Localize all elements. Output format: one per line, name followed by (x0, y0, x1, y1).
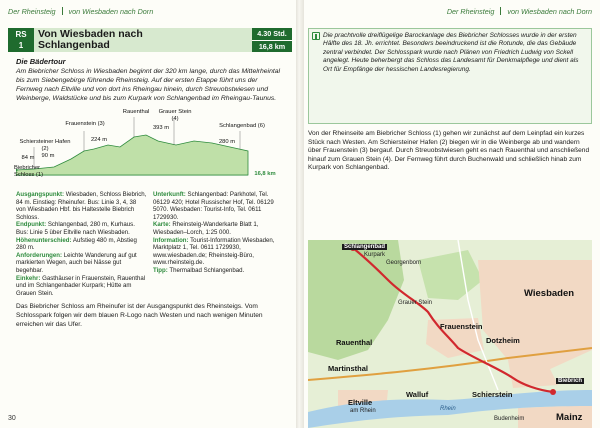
info-key: Ausgangspunkt: (16, 191, 65, 198)
route-title-line2: Schlangenbad (38, 39, 110, 51)
info-key: Unterkunft: (153, 191, 186, 198)
route-title-bar (8, 28, 292, 52)
running-head-rest: von Wiesbaden nach Dorn (68, 6, 154, 16)
route-description: Von der Rheinseite am Biebricher Schloss (1) gehen wir zunächst auf dem Leinpfad ein kurzes Stück nach Westen. Am Schiersteiner Hafen (2) biegen wir in die Weinberge ab und wandern über Frauenstein (3) bergauf. Durch Streuobstwiesen geht es nach Rauenthal und anschließend hinauf zum Grauen Stein (4). Der Fernweg führt durch Buchenwald und schließlich hinab zum Kurpark von Schlangenbad. (308, 130, 590, 172)
running-head-separator (500, 7, 501, 15)
profile-label-end: Schlangenbad (6) (219, 123, 265, 129)
route-tag-code: RS (15, 30, 27, 39)
map-label-rauenthal: Rauenthal (336, 338, 373, 347)
info-key: Karte: (153, 221, 171, 229)
info-item-lodging (153, 191, 284, 221)
route-lede: Am Biebricher Schloss in Wiesbaden beginnt der 320 km lange, durch das Mittelrheintal bis zum Siebengebirge führende Rheinsteig. Auf der ersten Etappe führt uns der Fernweg nach Eltville und von dort ins Rheingau hinein, durch Streuobstwiesen und Weinberge, Waldstücke und bis zum Kurpark von Schlangenbad im Rheingau-Taunus. (16, 68, 281, 102)
map-label-biebrich: Biebrich (558, 378, 583, 384)
map-label-eltville-sub: am Rhein (350, 408, 376, 414)
tip-value: Thermalbad Schlangenbad. (169, 266, 245, 274)
right-page (304, 0, 600, 428)
profile-label-rauenthal: Rauenthal (122, 109, 150, 115)
map-label-mainz: Mainz (556, 412, 583, 423)
profile-elev-grauer: 393 m (152, 125, 170, 131)
info-column-right (153, 191, 284, 297)
info-item-map (153, 221, 284, 236)
info-item-tip (153, 267, 284, 275)
info-value: Gasthäuser in Frauenstein, Rauenthal und im Schlangenbader Kurpark; Hütte am Grauen Stein. (16, 274, 146, 297)
info-value: Wiesbaden, Schloss Biebrich, 84 m. Einstieg: Rheinufer. Bus: Linie 3, 4, 38 von Wiesbaden Hbf. bis Haltestelle Biebrich Schloss. (16, 191, 147, 221)
info-item-elevation (16, 237, 147, 252)
info-value: Schlangenbad: Parkhotel, Tel. 06129 420; Hotel Russischer Hof, Tel. 06129 5070. Wiesbaden: Tourist-Info, Tel. 0611 1729930. (153, 191, 274, 221)
left-page (0, 0, 296, 428)
route-tag (8, 28, 34, 52)
profile-label-grauer-stein: Grauer Stein (4) (158, 109, 192, 122)
map-label-dotzheim: Dotzheim (486, 336, 520, 345)
map-label-grauer-stein: Grauer Stein (398, 300, 433, 306)
route-title (34, 28, 252, 52)
info-item-requirements (16, 252, 147, 275)
route-tag-number: 1 (18, 41, 24, 50)
info-value: Tourist-Information Wiesbaden, Marktplatz 1, Tel. 0611 1729930, www.wiesbaden.de; Rheinsteig-Büro, www.rheinsteig.de. (153, 236, 275, 267)
map-label-kurpark: Kurpark (364, 252, 386, 258)
profile-elev-frauenstein: 224 m (90, 137, 108, 143)
duration-chip: 4.30 Std. (252, 28, 292, 40)
info-key: Einkehr: (16, 274, 41, 282)
map-label-walluf: Walluf (406, 390, 429, 399)
profile-label-start: Biebricher Schloss (1) (14, 165, 43, 178)
running-head-prefix: Der Rheinsteig (446, 6, 495, 16)
info-item-food (16, 275, 147, 298)
map-label-rhein: Rhein (440, 406, 456, 412)
info-key: Endpunkt: (16, 221, 47, 229)
map-label-budenheim: Budenheim (494, 416, 525, 422)
profile-label-frauenstein: Frauenstein (3) (65, 121, 105, 127)
running-head-prefix: Der Rheinsteig (8, 6, 56, 16)
info-item-start (16, 191, 147, 221)
map-label-georgenborn: Georgenborn (386, 260, 422, 266)
book-gutter (296, 0, 304, 428)
elevation-profile (16, 107, 284, 187)
info-pin-icon (312, 32, 320, 40)
map-label-frauenstein: Frauenstein (440, 322, 483, 331)
info-box-text: Die prachtvolle dreiflügelige Barockanlage des Biebricher Schlosses wurde in der ersten Hälfte des 18. Jh. errichtet. Besonders beeindruckend ist die Rotunde, die das Gebäude zentral verbindet. Der Schlosspark wurde nach Plänen von Friedrich Ludwig von Sckell angelegt. Heute beherbergt das Schloss das Landesamt für Denkmalpflege und dient als Ort für Empfänge der hessischen Landesregierung. (323, 32, 579, 73)
distance-chip: 16,8 km (252, 41, 292, 53)
running-head-separator (62, 7, 63, 15)
info-item-end (16, 221, 147, 236)
info-value: Aufstieg 480 m, Abstieg 280 m. (16, 236, 137, 252)
profile-elev-end: 280 m (218, 139, 236, 145)
route-map (308, 240, 592, 428)
info-box (308, 28, 592, 124)
profile-elev-start: 84 m (21, 155, 35, 161)
running-head-left (8, 0, 292, 22)
info-key: Information: (153, 236, 189, 244)
route-subtitle: Die Bädertour (16, 57, 66, 66)
running-head-rest: von Wiesbaden nach Dorn (507, 6, 592, 16)
route-start-marker (550, 389, 556, 395)
info-key: Anforderungen: (16, 251, 63, 259)
tip-label: Tipp: (153, 266, 168, 274)
info-value: Rheinsteig-Wanderkarte Blatt 1, Wiesbaden–Lorch, 1:25 000. (153, 221, 259, 236)
map-label-schierstein: Schierstein (472, 390, 513, 399)
map-label-martinsthal: Martinsthal (328, 364, 369, 373)
map-label-schlangenbad: Schlangenbad (344, 244, 386, 250)
profile-label-km-end: 16,8 km (254, 171, 276, 177)
info-item-information (153, 237, 284, 267)
route-description-start: Das Biebricher Schloss am Rheinufer ist der Ausgangspunkt des Rheinsteigs. Vom Schlosspark folgen wir dem blauen R-Logo nach Westen und nach wenigen Minuten erreichen wir das Ufer. (16, 303, 263, 328)
page-number: 30 (8, 415, 16, 422)
running-head-right (308, 0, 592, 22)
route-stats (252, 28, 292, 52)
map-label-eltville: Eltville (348, 398, 373, 407)
info-value: Schlangenbad, 280 m, Kurhaus. Bus: Linie 5 über Eltville nach Wiesbaden. (16, 221, 135, 236)
map-label-wiesbaden: Wiesbaden (524, 288, 575, 299)
info-columns (16, 191, 284, 297)
profile-label-schierstein: Schiersteiner Hafen (2) (19, 139, 71, 152)
info-key: Höhenunterschied: (16, 236, 72, 244)
info-column-left (16, 191, 147, 297)
info-value: Leichte Wanderung auf gut markierten Wegen, auch bei Nässe gut begehbar. (16, 251, 137, 274)
route-title-line1: Von Wiesbaden nach (38, 28, 143, 40)
profile-elev-schierstein: 90 m (41, 153, 55, 159)
